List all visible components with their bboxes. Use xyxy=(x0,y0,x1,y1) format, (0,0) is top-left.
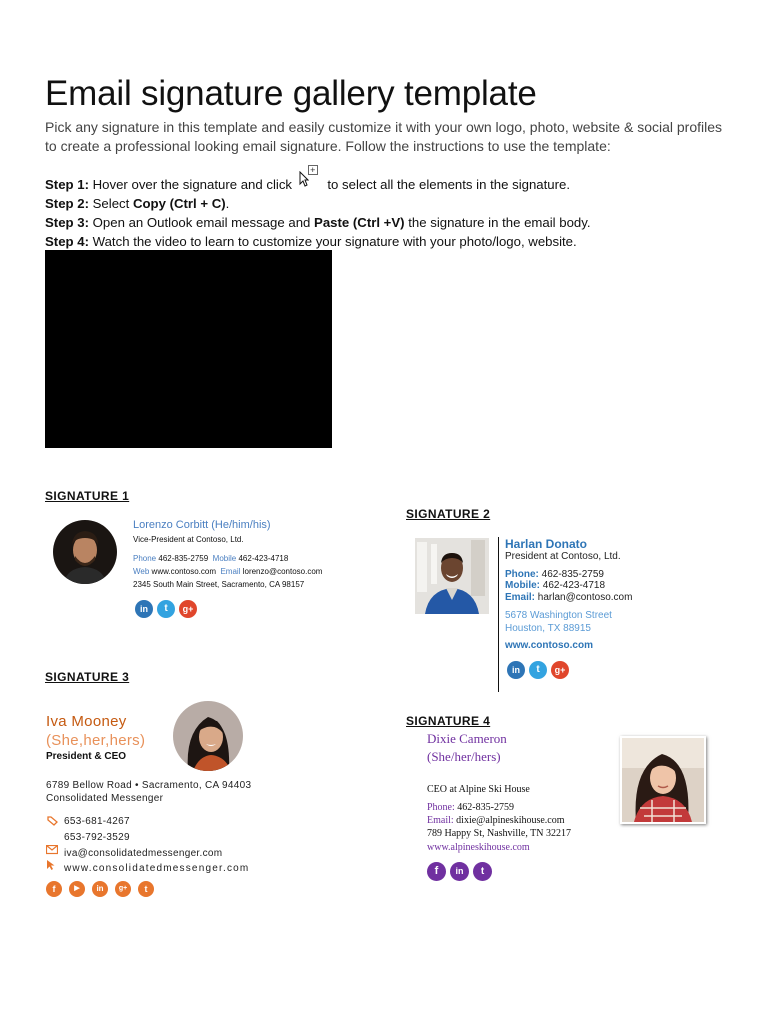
signature-4-social-icons xyxy=(427,862,492,881)
signature-4-address: 789 Happy St, Nashville, TN 32217 xyxy=(427,828,571,839)
signature-1-address: 2345 South Main Street, Sacramento, CA 98157 xyxy=(133,580,305,589)
signature-2-name: Harlan Donato xyxy=(505,537,588,551)
signature-2-social-icons xyxy=(507,661,569,679)
signature-2-web-link[interactable]: www.contoso.com xyxy=(505,640,593,651)
signature-1-email-link[interactable]: lorenzo@contoso.com xyxy=(242,567,323,576)
select-all-handle-icon[interactable]: + xyxy=(296,179,324,193)
step-1: Step 1: Hover over the signature and click + to select all the elements in the signature. xyxy=(45,164,571,192)
signature-4-name: Dixie Cameron xyxy=(427,731,507,746)
signature-3-name: Iva Mooney xyxy=(46,713,127,730)
signature-2-title: President at Contoso, Ltd. xyxy=(505,551,621,562)
signature-1-photo xyxy=(53,520,117,584)
step-4: Step 4: Watch the video to learn to customize your signature with your photo/logo, website. xyxy=(45,234,577,249)
signature-3-company: Consolidated Messenger xyxy=(46,793,164,804)
phone-icon xyxy=(46,816,58,826)
step-3: Step 3: Open an Outlook email message and Paste (Ctrl +V) the signature in the email body. xyxy=(45,215,591,230)
signature-3-address: 6789 Bellow Road • Sacramento, CA 94403 xyxy=(46,780,252,791)
google-plus-icon[interactable]: g+ xyxy=(179,600,197,618)
signature-2-address-line-2: Houston, TX 88915 xyxy=(505,623,591,634)
signature-4-phone: Phone: 462-835-2759 xyxy=(427,802,514,813)
signature-4-email-link[interactable]: dixie@alpineskihouse.com xyxy=(456,815,565,826)
signature-3-email-link[interactable]: iva@consolidatedmessenger.com xyxy=(64,848,223,859)
signature-3-web-link[interactable]: www.consolidatedmessenger.com xyxy=(64,863,250,874)
signature-1-name: Lorenzo Corbitt (He/him/his) xyxy=(133,519,271,531)
video-player[interactable] xyxy=(45,250,332,448)
twitter-icon[interactable]: t xyxy=(157,600,175,618)
google-plus-icon[interactable]: g+ xyxy=(551,661,569,679)
signature-4-email: Email: dixie@alpineskihouse.com xyxy=(427,815,565,826)
twitter-icon[interactable]: t xyxy=(473,862,492,881)
signature-2-heading: SIGNATURE 2 xyxy=(406,507,491,521)
mail-icon xyxy=(46,845,58,855)
signature-4-photo xyxy=(620,736,706,824)
signature-2-email-link[interactable]: harlan@contoso.com xyxy=(537,592,633,603)
signature-4-title: CEO at Alpine Ski House xyxy=(427,784,530,795)
signature-2-divider xyxy=(498,537,499,692)
signature-1-social-icons xyxy=(135,600,197,618)
signature-4-heading: SIGNATURE 4 xyxy=(406,714,491,728)
signature-3-pronouns: (She,her,hers) xyxy=(46,732,146,749)
youtube-icon[interactable]: ▶ xyxy=(69,881,85,897)
signature-4-pronouns: (She/her/hers) xyxy=(427,749,501,764)
signature-1-heading: SIGNATURE 1 xyxy=(45,489,130,503)
mouse-cursor-icon xyxy=(299,171,309,187)
google-plus-icon[interactable]: g+ xyxy=(115,881,131,897)
linkedin-icon[interactable]: in xyxy=(507,661,525,679)
twitter-icon[interactable]: t xyxy=(529,661,547,679)
step-2: Step 2: Select Copy (Ctrl + C). xyxy=(45,196,230,211)
cursor-icon xyxy=(46,859,56,871)
linkedin-icon[interactable]: in xyxy=(92,881,108,897)
signature-2-email: Email: harlan@contoso.com xyxy=(505,592,633,603)
intro-text: Pick any signature in this template and easily customize it with your own logo, photo, website & social profiles to create a professional looking email signature. Follow the instructions to use the template: xyxy=(45,119,723,154)
signature-3-photo xyxy=(173,701,243,771)
signature-3-social-icons xyxy=(46,881,154,897)
signature-1-web-link[interactable]: www.contoso.com xyxy=(151,567,217,576)
signature-4-web-link[interactable]: www.alpineskihouse.com xyxy=(427,842,530,853)
signature-3-title: President & CEO xyxy=(46,751,127,762)
facebook-icon[interactable]: f xyxy=(427,862,446,881)
signature-1-web-email: Web www.contoso.com Email lorenzo@contoso.com xyxy=(133,567,323,576)
signature-3-phone-2: 653-792-3529 xyxy=(64,832,130,843)
signature-2-mobile: Mobile: 462-423-4718 xyxy=(505,580,606,591)
instructions xyxy=(45,164,591,251)
twitter-icon[interactable]: t xyxy=(138,881,154,897)
linkedin-icon[interactable]: in xyxy=(450,862,469,881)
page-title: Email signature gallery template xyxy=(45,74,537,113)
signature-2-address-line-1: 5678 Washington Street xyxy=(505,610,612,621)
linkedin-icon[interactable]: in xyxy=(135,600,153,618)
step-label: Step 1: xyxy=(45,177,89,192)
signature-3-heading: SIGNATURE 3 xyxy=(45,670,130,684)
signature-2-photo xyxy=(415,538,489,614)
facebook-icon[interactable]: f xyxy=(46,881,62,897)
signature-1-title: Vice-President at Contoso, Ltd. xyxy=(133,535,244,544)
signature-3-phone-1: 653-681-4267 xyxy=(64,816,130,827)
signature-1-contact: Phone 462-835-2759 Mobile 462-423-4718 xyxy=(133,554,289,563)
signature-2-phone: Phone: 462-835-2759 xyxy=(505,569,604,580)
